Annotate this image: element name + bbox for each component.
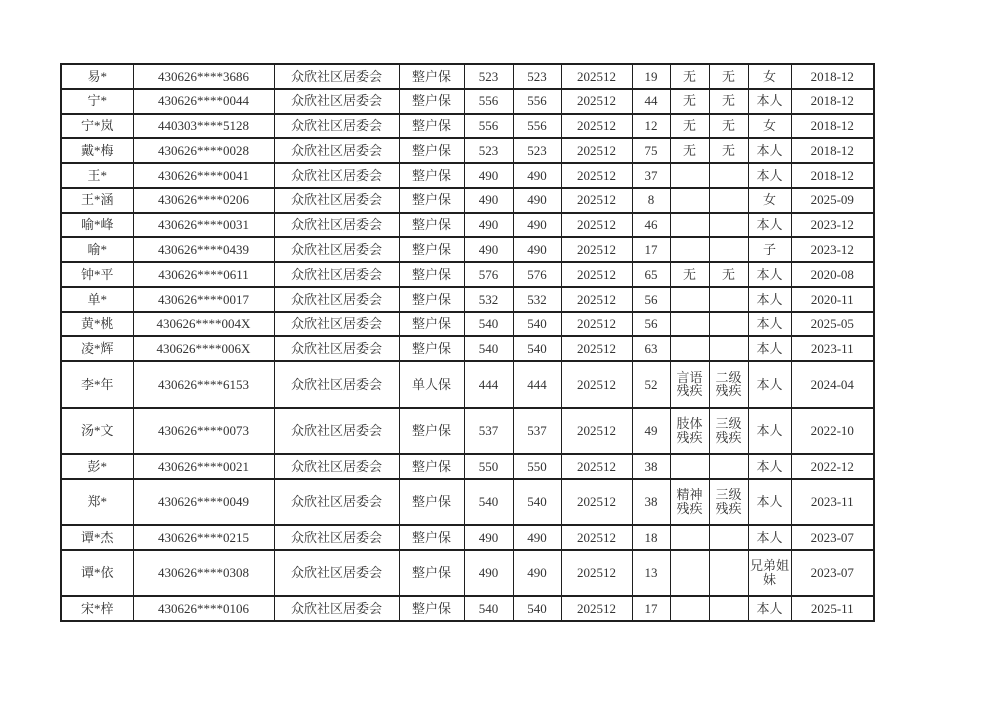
cell-community: 众欣社区居委会: [274, 525, 399, 550]
cell-guarantee-type: 整户保: [399, 237, 464, 262]
cell-disability-type: [670, 213, 709, 238]
cell-age: 46: [632, 213, 670, 238]
cell-approval-date: 2018-12: [791, 138, 874, 163]
cell-name: 喻*: [61, 237, 133, 262]
cell-disability-type: [670, 596, 709, 621]
cell-issue-month: 202512: [561, 287, 632, 312]
cell-amount-issued: 540: [513, 596, 561, 621]
cell-amount-standard: 490: [464, 213, 513, 238]
cell-community: 众欣社区居委会: [274, 138, 399, 163]
table-row: [61, 550, 874, 596]
cell-disability-level: 无: [709, 64, 748, 89]
table-row: [61, 64, 874, 89]
cell-amount-issued: 490: [513, 213, 561, 238]
cell-age: 75: [632, 138, 670, 163]
cell-relation: 本人: [748, 287, 791, 312]
cell-guarantee-type: 整户保: [399, 188, 464, 213]
cell-name: 王*涵: [61, 188, 133, 213]
cell-issue-month: 202512: [561, 262, 632, 287]
cell-disability-type: [670, 188, 709, 213]
cell-approval-date: 2025-11: [791, 596, 874, 621]
cell-name: 宁*: [61, 89, 133, 114]
cell-id-number: 430626****0073: [133, 408, 274, 454]
cell-approval-date: 2023-11: [791, 336, 874, 361]
cell-amount-standard: 556: [464, 114, 513, 139]
cell-disability-level: 无: [709, 262, 748, 287]
table-row: [61, 336, 874, 361]
cell-disability-level: 无: [709, 138, 748, 163]
cell-disability-type: [670, 336, 709, 361]
cell-community: 众欣社区居委会: [274, 262, 399, 287]
cell-disability-type: 言语残疾: [670, 361, 709, 407]
cell-disability-type: 肢体残疾: [670, 408, 709, 454]
cell-approval-date: 2024-04: [791, 361, 874, 407]
cell-id-number: 430626****004X: [133, 312, 274, 337]
cell-amount-issued: 550: [513, 454, 561, 479]
cell-id-number: 430626****3686: [133, 64, 274, 89]
cell-age: 38: [632, 479, 670, 525]
cell-community: 众欣社区居委会: [274, 454, 399, 479]
cell-approval-date: 2018-12: [791, 89, 874, 114]
cell-disability-type: [670, 163, 709, 188]
cell-id-number: 430626****0028: [133, 138, 274, 163]
cell-relation: 本人: [748, 89, 791, 114]
cell-guarantee-type: 整户保: [399, 408, 464, 454]
cell-amount-standard: 490: [464, 163, 513, 188]
cell-disability-level: [709, 213, 748, 238]
cell-issue-month: 202512: [561, 479, 632, 525]
table-row: [61, 312, 874, 337]
cell-guarantee-type: 整户保: [399, 114, 464, 139]
cell-id-number: 430626****0021: [133, 454, 274, 479]
cell-guarantee-type: 整户保: [399, 262, 464, 287]
cell-amount-standard: 523: [464, 138, 513, 163]
cell-issue-month: 202512: [561, 550, 632, 596]
cell-community: 众欣社区居委会: [274, 188, 399, 213]
cell-relation: 本人: [748, 361, 791, 407]
cell-amount-issued: 540: [513, 336, 561, 361]
cell-guarantee-type: 整户保: [399, 336, 464, 361]
cell-amount-standard: 532: [464, 287, 513, 312]
cell-issue-month: 202512: [561, 336, 632, 361]
cell-name: 宁*岚: [61, 114, 133, 139]
cell-relation: 本人: [748, 312, 791, 337]
cell-id-number: 430626****0611: [133, 262, 274, 287]
cell-age: 17: [632, 237, 670, 262]
cell-issue-month: 202512: [561, 114, 632, 139]
cell-amount-issued: 523: [513, 64, 561, 89]
cell-id-number: 430626****0031: [133, 213, 274, 238]
cell-amount-standard: 556: [464, 89, 513, 114]
cell-amount-issued: 537: [513, 408, 561, 454]
cell-amount-issued: 490: [513, 188, 561, 213]
cell-id-number: 430626****0049: [133, 479, 274, 525]
cell-disability-type: 无: [670, 138, 709, 163]
cell-disability-level: [709, 336, 748, 361]
cell-name: 单*: [61, 287, 133, 312]
cell-approval-date: 2023-11: [791, 479, 874, 525]
cell-amount-issued: 556: [513, 89, 561, 114]
cell-relation: 女: [748, 114, 791, 139]
cell-amount-issued: 490: [513, 163, 561, 188]
cell-amount-standard: 540: [464, 596, 513, 621]
cell-name: 谭*杰: [61, 525, 133, 550]
cell-disability-level: [709, 525, 748, 550]
cell-approval-date: 2020-11: [791, 287, 874, 312]
cell-amount-issued: 490: [513, 550, 561, 596]
cell-disability-type: 无: [670, 262, 709, 287]
cell-community: 众欣社区居委会: [274, 361, 399, 407]
cell-disability-level: [709, 188, 748, 213]
table-row: [61, 138, 874, 163]
cell-id-number: 430626****0215: [133, 525, 274, 550]
cell-community: 众欣社区居委会: [274, 237, 399, 262]
cell-approval-date: 2020-08: [791, 262, 874, 287]
cell-community: 众欣社区居委会: [274, 312, 399, 337]
table-row: [61, 454, 874, 479]
cell-issue-month: 202512: [561, 596, 632, 621]
cell-approval-date: 2018-12: [791, 64, 874, 89]
cell-issue-month: 202512: [561, 138, 632, 163]
cell-amount-issued: 540: [513, 312, 561, 337]
cell-relation: 兄弟姐妹: [748, 550, 791, 596]
cell-guarantee-type: 整户保: [399, 89, 464, 114]
cell-name: 钟*平: [61, 262, 133, 287]
cell-disability-level: 三级残疾: [709, 408, 748, 454]
cell-name: 宋*梓: [61, 596, 133, 621]
cell-name: 谭*依: [61, 550, 133, 596]
cell-name: 郑*: [61, 479, 133, 525]
table-row: [61, 479, 874, 525]
cell-guarantee-type: 整户保: [399, 64, 464, 89]
cell-id-number: 430626****0106: [133, 596, 274, 621]
cell-age: 12: [632, 114, 670, 139]
cell-community: 众欣社区居委会: [274, 114, 399, 139]
cell-issue-month: 202512: [561, 312, 632, 337]
cell-approval-date: 2023-07: [791, 525, 874, 550]
cell-amount-standard: 540: [464, 336, 513, 361]
cell-age: 17: [632, 596, 670, 621]
cell-amount-issued: 444: [513, 361, 561, 407]
cell-amount-standard: 540: [464, 312, 513, 337]
cell-id-number: 440303****5128: [133, 114, 274, 139]
table-body: [61, 64, 874, 621]
table-row: [61, 408, 874, 454]
cell-name: 王*: [61, 163, 133, 188]
cell-issue-month: 202512: [561, 89, 632, 114]
cell-name: 喻*峰: [61, 213, 133, 238]
cell-name: 戴*梅: [61, 138, 133, 163]
cell-issue-month: 202512: [561, 525, 632, 550]
cell-disability-type: [670, 312, 709, 337]
cell-name: 黄*桃: [61, 312, 133, 337]
cell-approval-date: 2025-05: [791, 312, 874, 337]
cell-age: 37: [632, 163, 670, 188]
cell-issue-month: 202512: [561, 213, 632, 238]
cell-amount-standard: 550: [464, 454, 513, 479]
cell-amount-standard: 490: [464, 550, 513, 596]
table-row: [61, 213, 874, 238]
cell-disability-level: [709, 596, 748, 621]
cell-relation: 本人: [748, 262, 791, 287]
cell-age: 8: [632, 188, 670, 213]
cell-age: 49: [632, 408, 670, 454]
cell-age: 38: [632, 454, 670, 479]
cell-disability-type: [670, 287, 709, 312]
cell-disability-type: [670, 525, 709, 550]
table-row: [61, 361, 874, 407]
table-row: [61, 287, 874, 312]
cell-id-number: 430626****0044: [133, 89, 274, 114]
cell-issue-month: 202512: [561, 454, 632, 479]
cell-disability-type: 无: [670, 89, 709, 114]
cell-issue-month: 202512: [561, 188, 632, 213]
cell-relation: 本人: [748, 454, 791, 479]
cell-community: 众欣社区居委会: [274, 64, 399, 89]
cell-relation: 女: [748, 64, 791, 89]
cell-relation: 本人: [748, 408, 791, 454]
cell-community: 众欣社区居委会: [274, 89, 399, 114]
table-row: [61, 525, 874, 550]
cell-disability-level: 无: [709, 89, 748, 114]
cell-amount-standard: 490: [464, 188, 513, 213]
cell-issue-month: 202512: [561, 361, 632, 407]
cell-community: 众欣社区居委会: [274, 596, 399, 621]
cell-issue-month: 202512: [561, 163, 632, 188]
cell-relation: 本人: [748, 525, 791, 550]
cell-name: 李*年: [61, 361, 133, 407]
cell-age: 19: [632, 64, 670, 89]
cell-disability-type: [670, 237, 709, 262]
cell-amount-standard: 523: [464, 64, 513, 89]
cell-amount-standard: 490: [464, 237, 513, 262]
cell-relation: 本人: [748, 138, 791, 163]
cell-id-number: 430626****0041: [133, 163, 274, 188]
cell-amount-issued: 556: [513, 114, 561, 139]
cell-approval-date: 2025-09: [791, 188, 874, 213]
cell-guarantee-type: 整户保: [399, 138, 464, 163]
cell-id-number: 430626****006X: [133, 336, 274, 361]
cell-age: 18: [632, 525, 670, 550]
table-row: [61, 188, 874, 213]
cell-disability-level: [709, 237, 748, 262]
cell-community: 众欣社区居委会: [274, 550, 399, 596]
cell-disability-level: [709, 312, 748, 337]
cell-amount-issued: 490: [513, 237, 561, 262]
cell-community: 众欣社区居委会: [274, 213, 399, 238]
cell-approval-date: 2018-12: [791, 114, 874, 139]
cell-guarantee-type: 整户保: [399, 479, 464, 525]
cell-amount-issued: 523: [513, 138, 561, 163]
cell-relation: 女: [748, 188, 791, 213]
cell-disability-level: [709, 550, 748, 596]
cell-name: 凌*辉: [61, 336, 133, 361]
cell-age: 52: [632, 361, 670, 407]
cell-relation: 本人: [748, 596, 791, 621]
cell-relation: 本人: [748, 163, 791, 188]
cell-amount-standard: 444: [464, 361, 513, 407]
cell-approval-date: 2023-07: [791, 550, 874, 596]
cell-id-number: 430626****0017: [133, 287, 274, 312]
cell-guarantee-type: 整户保: [399, 550, 464, 596]
cell-disability-level: [709, 163, 748, 188]
cell-community: 众欣社区居委会: [274, 408, 399, 454]
cell-id-number: 430626****0439: [133, 237, 274, 262]
cell-disability-type: 无: [670, 114, 709, 139]
cell-community: 众欣社区居委会: [274, 479, 399, 525]
cell-disability-level: 无: [709, 114, 748, 139]
table-row: [61, 596, 874, 621]
cell-age: 56: [632, 312, 670, 337]
cell-guarantee-type: 整户保: [399, 596, 464, 621]
table-row: [61, 237, 874, 262]
cell-guarantee-type: 整户保: [399, 287, 464, 312]
cell-issue-month: 202512: [561, 237, 632, 262]
cell-amount-issued: 490: [513, 525, 561, 550]
cell-age: 44: [632, 89, 670, 114]
table-row: [61, 114, 874, 139]
cell-guarantee-type: 单人保: [399, 361, 464, 407]
cell-disability-level: [709, 287, 748, 312]
cell-disability-type: 无: [670, 64, 709, 89]
cell-id-number: 430626****0308: [133, 550, 274, 596]
cell-approval-date: 2023-12: [791, 213, 874, 238]
cell-issue-month: 202512: [561, 64, 632, 89]
cell-id-number: 430626****6153: [133, 361, 274, 407]
cell-age: 65: [632, 262, 670, 287]
cell-guarantee-type: 整户保: [399, 163, 464, 188]
cell-guarantee-type: 整户保: [399, 312, 464, 337]
cell-amount-standard: 540: [464, 479, 513, 525]
table-row: [61, 262, 874, 287]
cell-amount-standard: 576: [464, 262, 513, 287]
cell-amount-standard: 490: [464, 525, 513, 550]
cell-community: 众欣社区居委会: [274, 336, 399, 361]
cell-guarantee-type: 整户保: [399, 454, 464, 479]
cell-disability-level: 二级残疾: [709, 361, 748, 407]
cell-name: 汤*文: [61, 408, 133, 454]
cell-approval-date: 2022-12: [791, 454, 874, 479]
cell-relation: 本人: [748, 479, 791, 525]
cell-issue-month: 202512: [561, 408, 632, 454]
cell-disability-type: 精神残疾: [670, 479, 709, 525]
cell-age: 56: [632, 287, 670, 312]
cell-approval-date: 2022-10: [791, 408, 874, 454]
cell-disability-level: 三级残疾: [709, 479, 748, 525]
cell-amount-issued: 532: [513, 287, 561, 312]
cell-relation: 本人: [748, 213, 791, 238]
cell-disability-type: [670, 550, 709, 596]
cell-id-number: 430626****0206: [133, 188, 274, 213]
cell-name: 彭*: [61, 454, 133, 479]
table-row: [61, 163, 874, 188]
cell-amount-standard: 537: [464, 408, 513, 454]
cell-amount-issued: 540: [513, 479, 561, 525]
cell-approval-date: 2018-12: [791, 163, 874, 188]
cell-relation: 本人: [748, 336, 791, 361]
cell-age: 13: [632, 550, 670, 596]
table-row: [61, 89, 874, 114]
cell-guarantee-type: 整户保: [399, 525, 464, 550]
welfare-roster-table: [60, 63, 875, 622]
cell-relation: 子: [748, 237, 791, 262]
cell-disability-level: [709, 454, 748, 479]
cell-disability-type: [670, 454, 709, 479]
cell-amount-issued: 576: [513, 262, 561, 287]
cell-guarantee-type: 整户保: [399, 213, 464, 238]
cell-approval-date: 2023-12: [791, 237, 874, 262]
cell-community: 众欣社区居委会: [274, 287, 399, 312]
cell-community: 众欣社区居委会: [274, 163, 399, 188]
cell-age: 63: [632, 336, 670, 361]
cell-name: 易*: [61, 64, 133, 89]
